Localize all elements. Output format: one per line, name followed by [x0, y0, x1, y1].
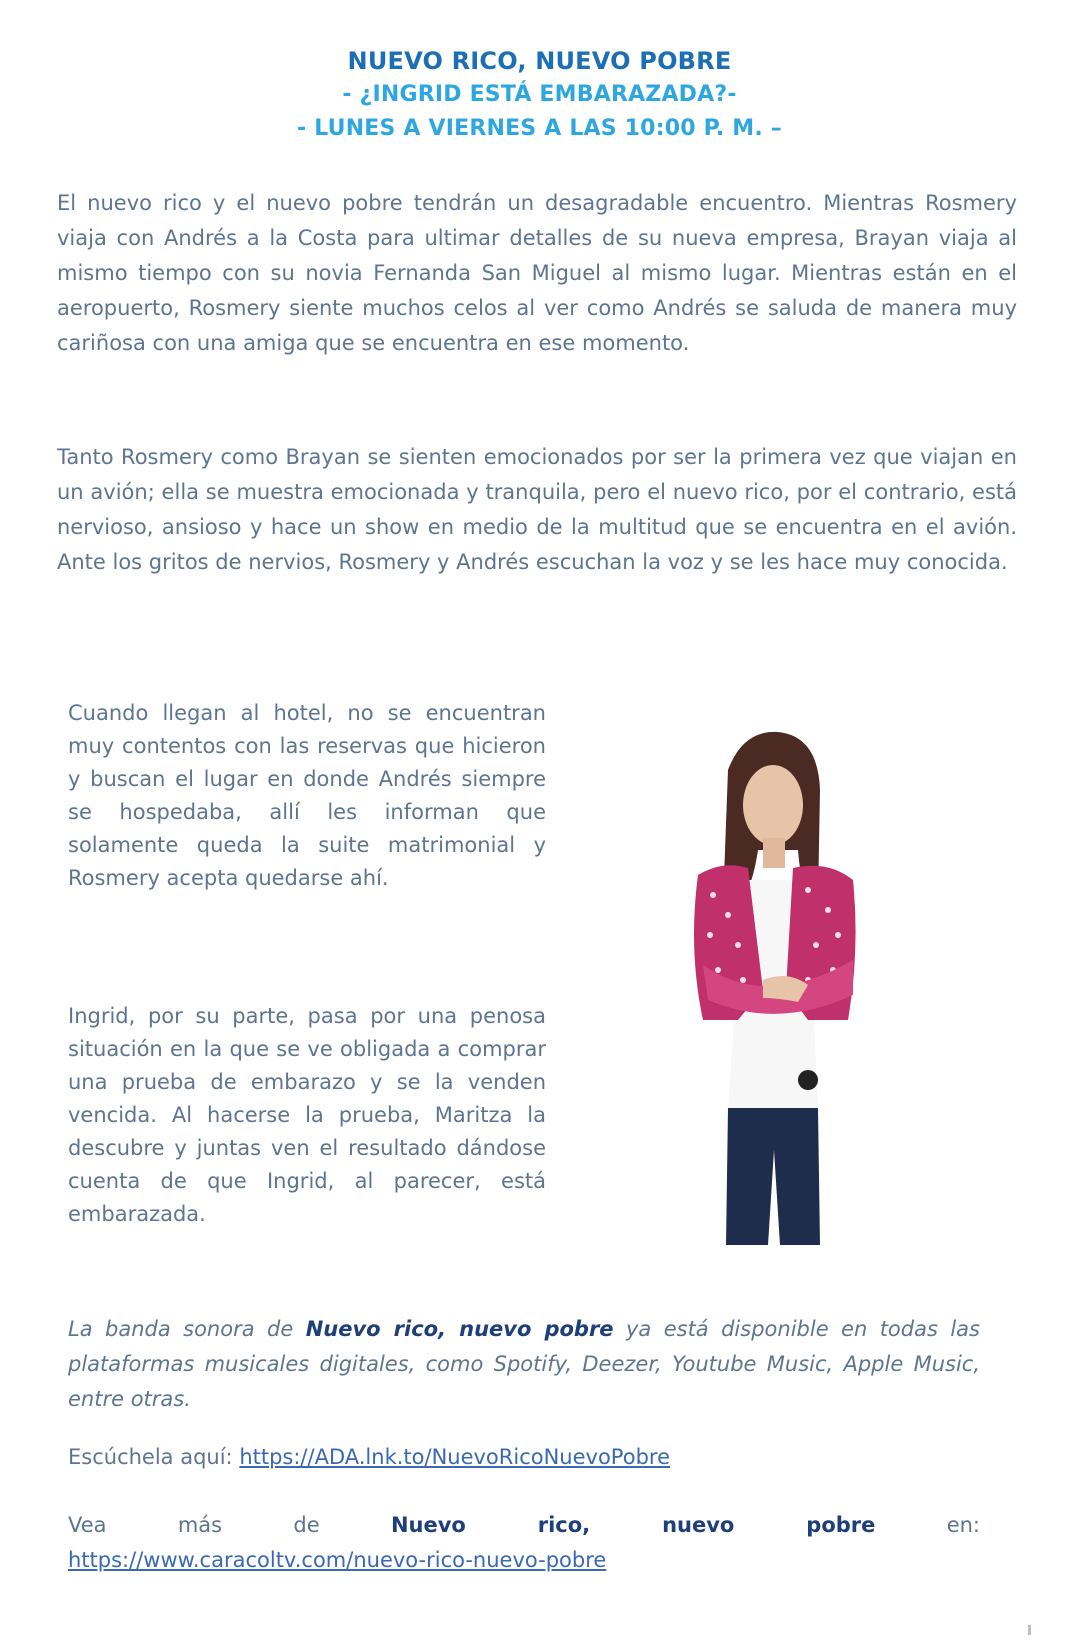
woman-portrait-photo [668, 730, 878, 1250]
listen-label: Escúchela aquí: [68, 1445, 240, 1469]
broadcast-schedule: - LUNES A VIERNES A LAS 10:00 P. M. – [297, 116, 782, 141]
more-info-paragraph [68, 1508, 980, 1578]
jeans-shape [726, 1108, 820, 1245]
listen-paragraph [68, 1440, 980, 1475]
header-block [0, 44, 1079, 146]
badge-shape [798, 1070, 818, 1090]
corner-mark [1028, 1625, 1031, 1635]
soundtrack-text-post: ya está disponible en todas las plataformas musicales digitales, como Spotify, Deezer, Youtube Music, Apple Music, entre otras. [68, 1317, 980, 1411]
more-show-title: Nuevo rico, nuevo pobre [390, 1513, 876, 1537]
soundtrack-show-title: Nuevo rico, nuevo pobre [305, 1317, 614, 1341]
soundtrack-paragraph [68, 1312, 980, 1417]
soundtrack-text-pre: La banda sonora de [68, 1317, 306, 1341]
paragraph-2: Tanto Rosmery como Brayan se sienten emocionados por ser la primera vez que viajan en un avión; ella se muestra emocionada y tranquila, pero el nuevo rico, por el contrario, está nervioso, ansioso y hace un show en medio de la multitud que se encuentra en el avión. Ante los gritos de nervios, Rosmery y Andrés escuchan la voz y se les hace muy conocida. [57, 445, 1017, 574]
paragraph-3: Cuando llegan al hotel, no se encuentran muy contentos con las reservas que hicieron y buscan el lugar en donde Andrés siempre se hospedaba, allí les informan que solamente queda la suite matrimonial y Rosmery acepta quedarse ahí. [68, 701, 546, 890]
listen-link[interactable]: https://ADA.lnk.to/NuevoRicoNuevoPobre [239, 1445, 670, 1469]
caracol-link[interactable]: https://www.caracoltv.com/nuevo-rico-nuevo-pobre [68, 1548, 607, 1572]
paragraph-1: El nuevo rico y el nuevo pobre tendrán un desagradable encuentro. Mientras Rosmery viaja con Andrés a la Costa para ultimar detalles de su nueva empresa, Brayan viaja al mismo tiempo con su novia Fernanda San Miguel al mismo lugar. Mientras están en el aeropuerto, Rosmery siente muchos celos al ver como Andrés se saluda de manera muy cariñosa con una amiga que se encuentra en ese momento. [57, 191, 1017, 355]
page-title: NUEVO RICO, NUEVO POBRE [347, 47, 732, 75]
neck-shape [763, 838, 785, 868]
more-text-post: en: [875, 1513, 980, 1537]
episode-subtitle: - ¿INGRID ESTÁ EMBARAZADA?- [342, 82, 737, 107]
paragraph-4: Ingrid, por su parte, pasa por una penosa situación en la que se ve obligada a comprar una prueba de embarazo y se la venden vencida. Al hacerse la prueba, Maritza la descubre y juntas ven el resultado dándose cuenta de que Ingrid, al parecer, está embarazada. [68, 1004, 546, 1226]
face-shape [743, 765, 803, 845]
more-text-pre: Vea más de [68, 1513, 391, 1537]
